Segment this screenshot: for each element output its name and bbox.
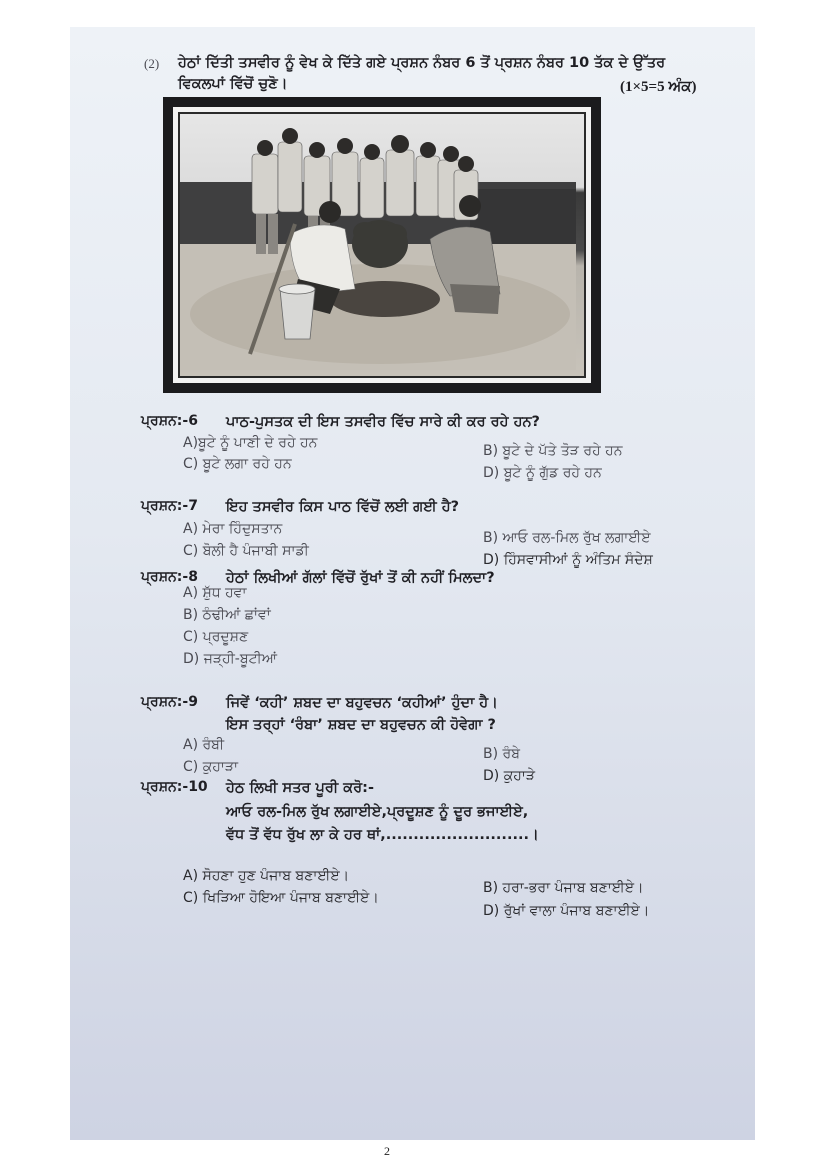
question-8-text: ਹੇਠਾਂ ਲਿਖੀਆਂ ਗੱਲਾਂ ਵਿੱਚੋਂ ਰੁੱਖਾਂ ਤੋਂ ਕੀ ਨਹੀਂ ਮਿਲਦਾ? <box>226 570 495 586</box>
question-6-text: ਪਾਠ-ਪੁਸਤਕ ਦੀ ਇਸ ਤਸਵੀਰ ਵਿੱਚ ਸਾਰੇ ਕੀ ਕਰ ਰਹੇ ਹਨ? <box>226 414 540 430</box>
question-6-option-a[interactable]: A)ਬੂਟੇ ਨੂੰ ਪਾਣੀ ਦੇ ਰਹੇ ਹਨ <box>183 435 318 451</box>
photo-illustration <box>180 114 576 370</box>
question-8-option-c[interactable]: C) ਪ੍ਰਦੂਸ਼ਣ <box>183 629 249 645</box>
question-9-option-d[interactable]: D) ਕੁਹਾੜੇ <box>483 768 535 784</box>
question-8-label: ਪ੍ਰਸ਼ਨ:-8 <box>141 569 198 585</box>
question-7-label: ਪ੍ਰਸ਼ਨ:-7 <box>141 498 198 514</box>
section-instruction-line1: ਹੇਠਾਂ ਦਿੱਤੀ ਤਸਵੀਰ ਨੂੰ ਵੇਖ ਕੇ ਦਿੱਤੇ ਗਏ ਪ੍ਰਸ਼ਨ ਨੰਬਰ 6 ਤੋਂ ਪ੍ਰਸ਼ਨ ਨੰਬਰ 10 ਤੱਕ ਦੇ ਉੱਤਰ <box>178 55 666 71</box>
page-number: 2 <box>384 1144 390 1158</box>
question-10-option-b[interactable]: B) ਹਰਾ-ਭਰਾ ਪੰਜਾਬ ਬਣਾਈਏ। <box>483 880 644 896</box>
question-8-option-b[interactable]: B) ਠੰਢੀਆਂ ਛਾਂਵਾਂ <box>183 607 271 623</box>
question-10-option-d[interactable]: D) ਰੁੱਖਾਂ ਵਾਲਾ ਪੰਜਾਬ ਬਣਾਈਏ। <box>483 903 650 919</box>
question-7-option-d[interactable]: D) ਹਿੰਸਵਾਸੀਆਂ ਨੂੰ ਅੰਤਿਮ ਸੰਦੇਸ਼ <box>483 552 653 568</box>
question-10-option-a[interactable]: A) ਸੋਹਣਾ ਹੁਣ ਪੰਜਾਬ ਬਣਾਈਏ। <box>183 868 350 884</box>
question-6-option-c[interactable]: C) ਬੂਟੇ ਲਗਾ ਰਹੇ ਹਨ <box>183 456 292 472</box>
question-6-option-d[interactable]: D) ਬੂਟੇ ਨੂੰ ਗੁੱਡ ਰਹੇ ਹਨ <box>483 465 602 481</box>
question-7-option-c[interactable]: C) ਬੋਲੀ ਹੈ ਪੰਜਾਬੀ ਸਾਡੀ <box>183 543 309 559</box>
question-9-label: ਪ੍ਰਸ਼ਨ:-9 <box>141 694 198 710</box>
question-10-verse-line2: ਵੱਧ ਤੋਂ ਵੱਧ ਰੁੱਖ ਲਾ ਕੇ ਹਰ ਥਾਂ,..........................। <box>226 827 539 843</box>
section-number: (2) <box>144 56 160 71</box>
question-9-text-line1: ਜਿਵੇਂ ‘ਕਹੀ’ ਸ਼ਬਦ ਦਾ ਬਹੁਵਚਨ ‘ਕਹੀਆਂ’ ਹੁੰਦਾ ਹੈ। <box>226 695 498 711</box>
section-instruction-line2: ਵਿਕਲਪਾਂ ਵਿੱਚੋਂ ਚੁਣੋ। <box>178 76 288 92</box>
question-6-label: ਪ੍ਰਸ਼ਨ:-6 <box>141 413 198 429</box>
section-marks: (1×5=5 ਅੰਕ) <box>620 79 697 95</box>
question-9-option-b[interactable]: B) ਰੰਬੇ <box>483 746 520 762</box>
question-6-option-b[interactable]: B) ਬੂਟੇ ਦੇ ਪੱਤੇ ਤੋੜ ਰਹੇ ਹਨ <box>483 443 623 459</box>
question-10-label: ਪ੍ਰਸ਼ਨ:-10 <box>141 779 208 795</box>
question-9-text-line2: ਇਸ ਤਰ੍ਹਾਂ ‘ਰੰਬਾ’ ਸ਼ਬਦ ਦਾ ਬਹੁਵਚਨ ਕੀ ਹੋਵੇਗਾ ? <box>226 717 496 733</box>
question-10-verse-line1: ਆਓ ਰਲ-ਮਿਲ ਰੁੱਖ ਲਗਾਈਏ,ਪ੍ਰਦੂਸ਼ਣ ਨੂੰ ਦੂਰ ਭਜਾਈਏ, <box>226 804 529 820</box>
question-7-option-b[interactable]: B) ਆਓ ਰਲ-ਮਿਲ ਰੁੱਖ ਲਗਾਈਏ <box>483 530 651 546</box>
photo-border <box>178 112 586 378</box>
question-10-text: ਹੇਠ ਲਿਖੀ ਸਤਰ ਪੂਰੀ ਕਰੋ:- <box>226 780 374 796</box>
question-8-option-a[interactable]: A) ਸ਼ੁੱਧ ਹਵਾ <box>183 585 247 601</box>
tree-planting-photo <box>180 114 584 376</box>
question-10-option-c[interactable]: C) ਖਿੜਿਆ ਹੋਇਆ ਪੰਜਾਬ ਬਣਾਈਏ। <box>183 890 379 906</box>
question-9-option-c[interactable]: C) ਕੁਹਾੜਾ <box>183 759 238 775</box>
photo-frame <box>163 97 601 393</box>
photo-mat <box>173 107 591 383</box>
question-9-option-a[interactable]: A) ਰੰਬੀ <box>183 737 225 753</box>
question-7-text: ਇਹ ਤਸਵੀਰ ਕਿਸ ਪਾਠ ਵਿੱਚੋਂ ਲਈ ਗਈ ਹੈ? <box>226 499 460 515</box>
question-8-option-d[interactable]: D) ਜੜ੍ਹੀ-ਬੂਟੀਆਂ <box>183 651 278 667</box>
question-7-option-a[interactable]: A) ਮੇਰਾ ਹਿੰਦੁਸਤਾਨ <box>183 521 283 537</box>
